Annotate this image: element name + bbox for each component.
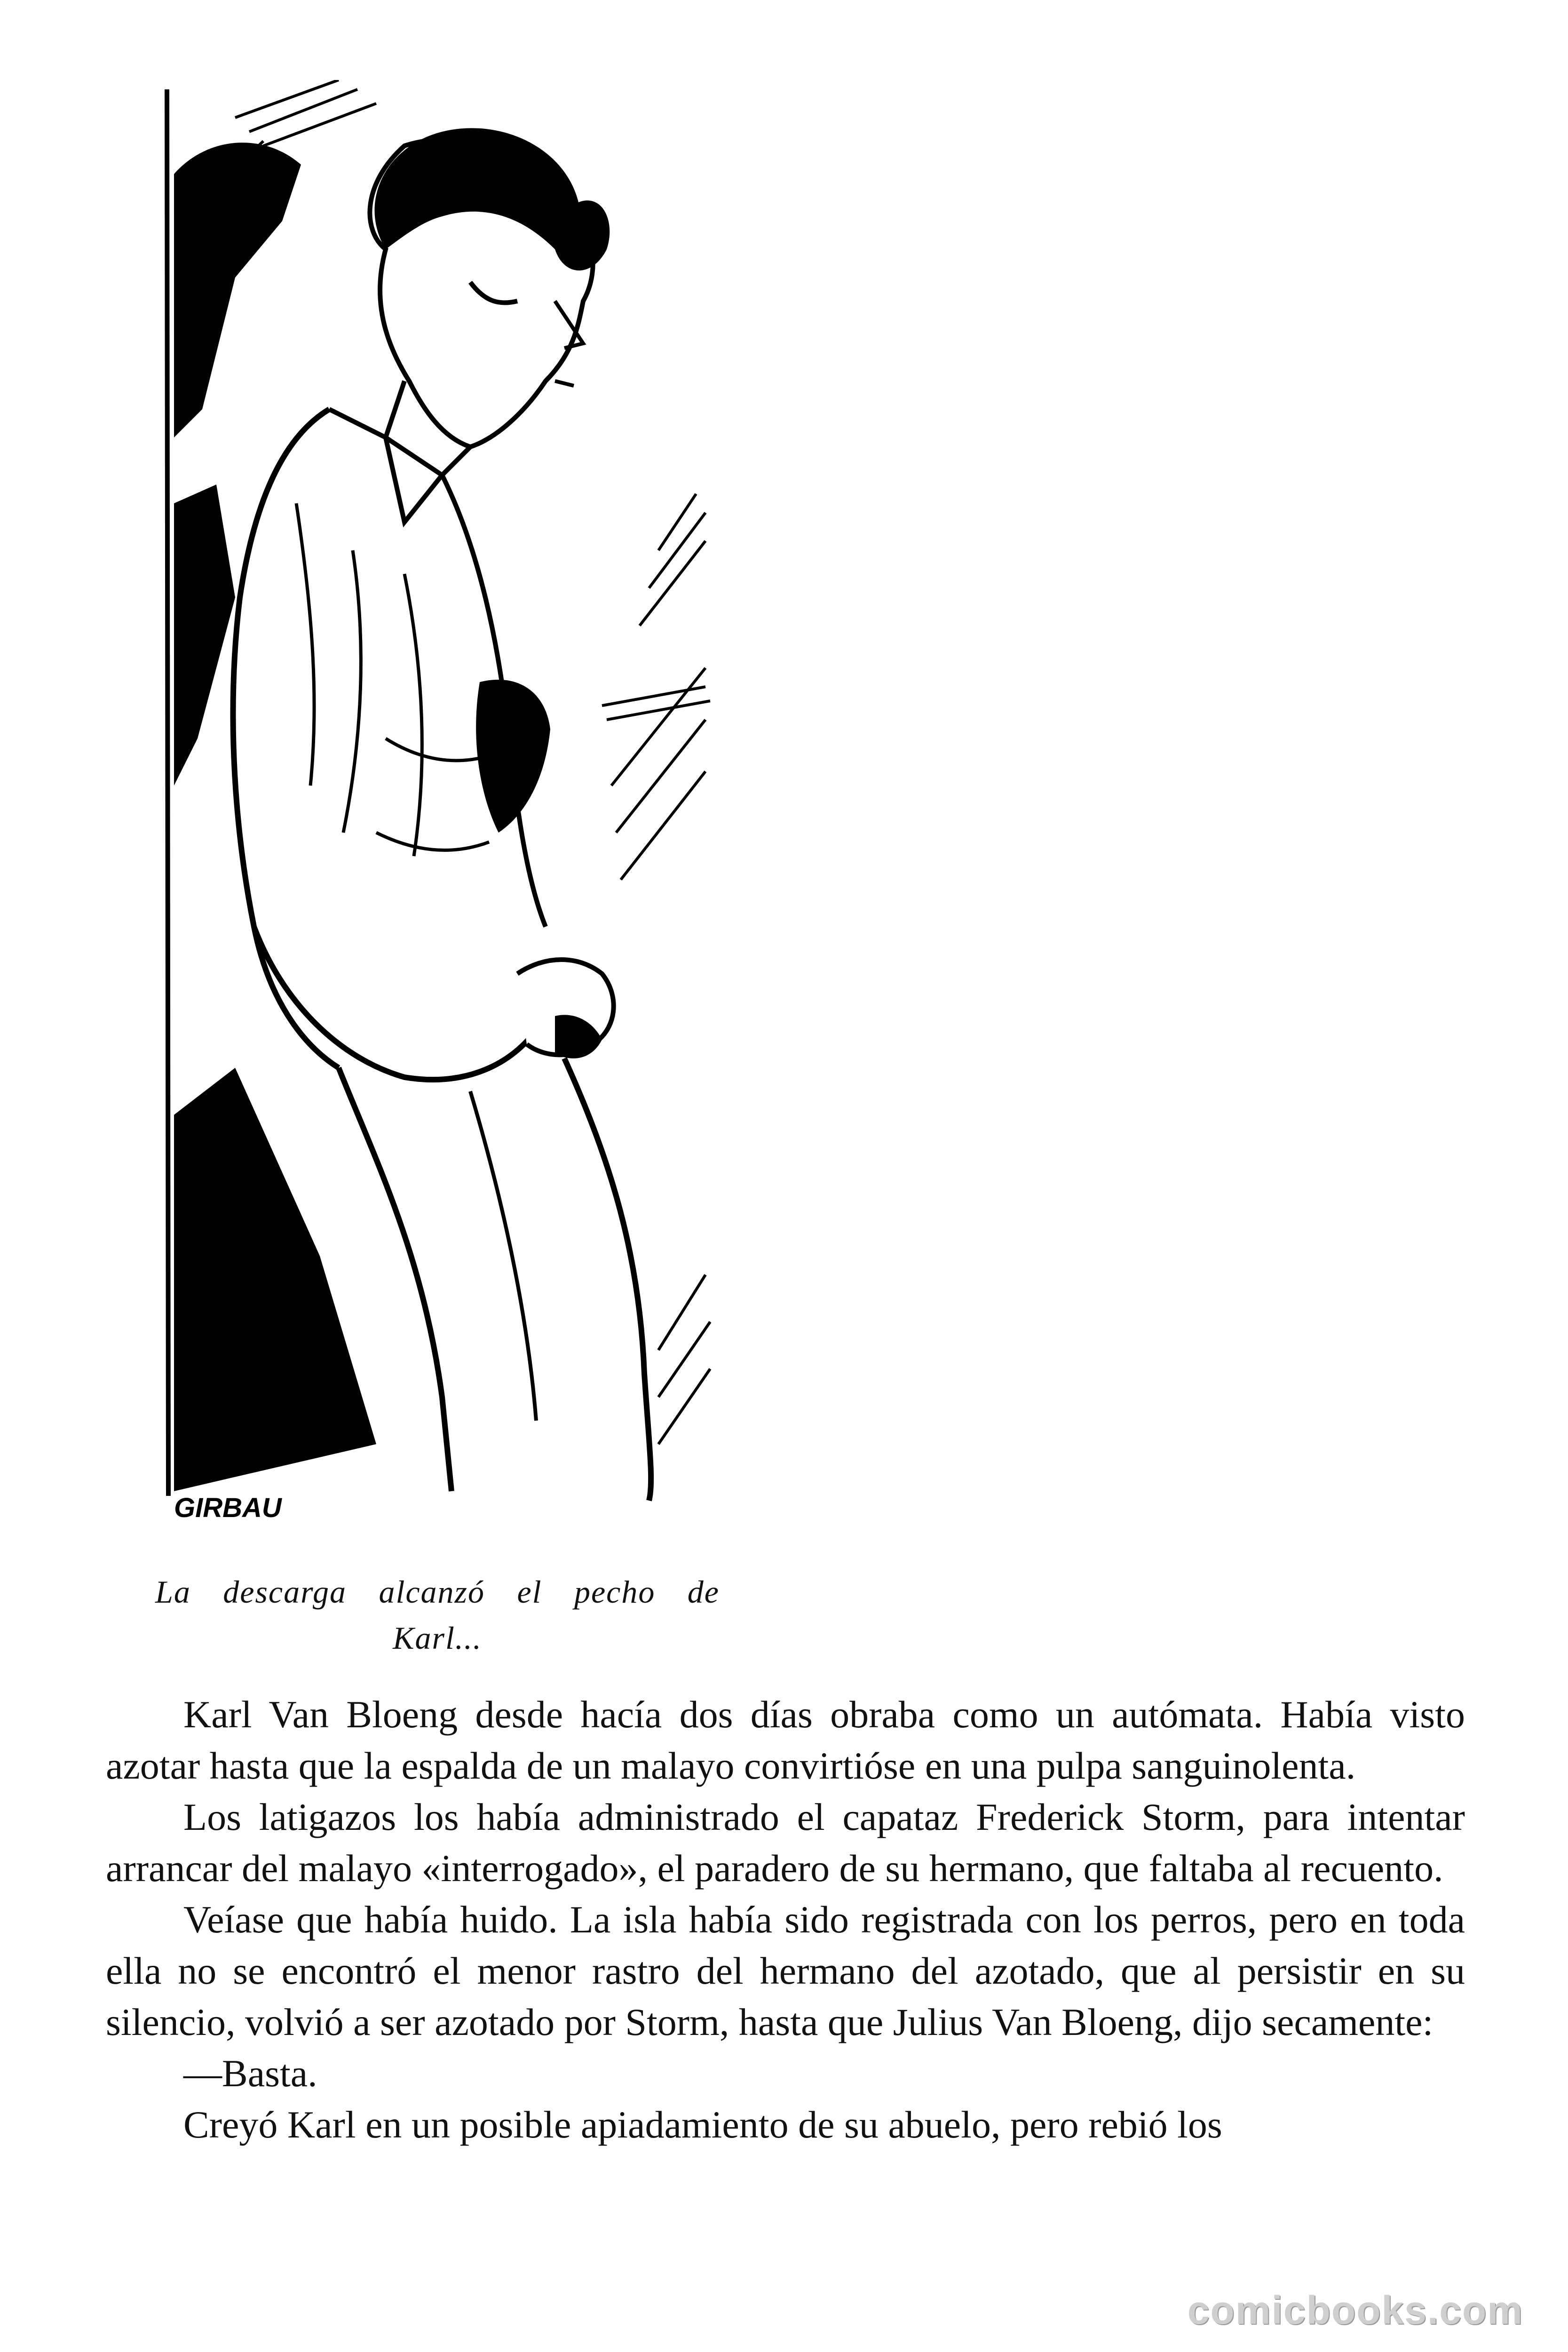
illustration-caption <box>155 1569 720 1661</box>
illustration-signature: GIRBAU <box>174 1493 282 1519</box>
paragraph: Los latigazos los había administrado el capataz Frederick Storm, para intentar arrancar del malayo «interrogado», el paradero de su hermano, que faltaba al recuento. <box>106 1796 1465 1890</box>
body-text <box>106 1689 1465 2150</box>
caption-line-2: Karl... <box>393 1620 482 1656</box>
caption-line-1: La descarga alcanzó el pecho de <box>155 1574 720 1610</box>
paragraph: Creyó Karl en un posible apiadamiento de su abuelo, pero rebió los <box>183 2103 1222 2146</box>
man-leaning-on-wall-illustration <box>141 80 734 1519</box>
watermark: comicbooks.com <box>1187 2288 1523 2332</box>
paragraph: Veíase que había huido. La isla había sido registrada con los perros, pero en toda ella no se encontró el menor rastro del hermano del azotado, que al persistir en su silencio, volvió a ser azotado por Storm, hasta que Julius Van Bloeng, dijo secamente: <box>106 1898 1465 2043</box>
paragraph: Karl Van Bloeng desde hacía dos días obraba como un autómata. Había visto azotar hasta que la espalda de un malayo convirtióse en una pulpa sanguinolenta. <box>106 1693 1465 1787</box>
paragraph: —Basta. <box>183 2052 317 2095</box>
illustration <box>141 80 734 1519</box>
